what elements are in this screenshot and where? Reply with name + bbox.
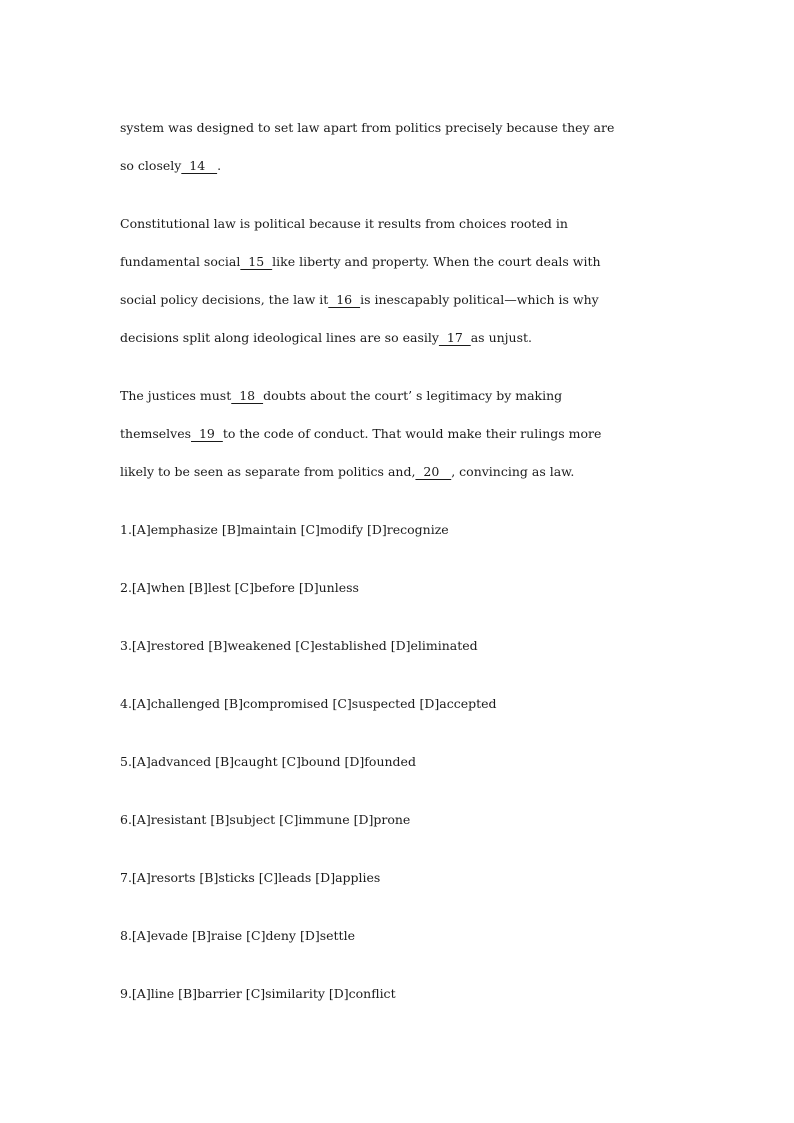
option-line-1: 1.[A]emphasize [B]maintain [C]modify [D]recognize bbox=[120, 522, 449, 537]
option-line-7: 7.[A]resorts [B]sticks [C]leads [D]applies bbox=[120, 870, 381, 885]
passage-line bbox=[120, 329, 532, 347]
passage-text: like liberty and property. When the court deals with bbox=[272, 254, 601, 269]
option-line-2: 2.[A]when [B]lest [C]before [D]unless bbox=[120, 580, 359, 595]
passage-line bbox=[120, 119, 614, 137]
passage-text: The justices must bbox=[120, 388, 232, 403]
passage-line bbox=[120, 291, 599, 309]
blank-18: 18 bbox=[231, 388, 264, 403]
passage-text: likely to be seen as separate from politics and, bbox=[120, 464, 416, 479]
option-line-5: 5.[A]advanced [B]caught [C]bound [D]founded bbox=[120, 754, 416, 769]
passage-text: , convincing as law. bbox=[451, 464, 575, 479]
blank-20: 20 bbox=[415, 464, 452, 479]
passage-line bbox=[120, 463, 574, 481]
option-line-3: 3.[A]restored [B]weakened [C]established [D]eliminated bbox=[120, 638, 478, 653]
option-line-6: 6.[A]resistant [B]subject [C]immune [D]prone bbox=[120, 812, 411, 827]
passage-line bbox=[120, 157, 221, 175]
blank-15: 15 bbox=[240, 254, 273, 269]
passage-text: to the code of conduct. That would make their rulings more bbox=[222, 426, 602, 441]
blank-14: 14 bbox=[181, 158, 218, 173]
blank-19: 19 bbox=[191, 426, 223, 441]
passage-text: so closely bbox=[120, 158, 182, 173]
passage-text: system was designed to set law apart from politics precisely because they are bbox=[120, 120, 615, 135]
passage-text: fundamental social bbox=[120, 254, 241, 269]
passage-text: doubts about the court’ s legitimacy by making bbox=[263, 388, 563, 403]
passage-text: as unjust. bbox=[470, 330, 533, 345]
option-line-4: 4.[A]challenged [B]compromised [C]suspected [D]accepted bbox=[120, 696, 497, 711]
passage-text: themselves bbox=[120, 426, 192, 441]
passage-text: is inescapably political—which is why bbox=[360, 292, 599, 307]
option-line-8: 8.[A]evade [B]raise [C]deny [D]settle bbox=[120, 928, 355, 943]
passage-line bbox=[120, 253, 601, 271]
blank-17: 17 bbox=[438, 330, 471, 345]
passage-line bbox=[120, 215, 568, 233]
passage-text: social policy decisions, the law it bbox=[120, 292, 329, 307]
blank-16: 16 bbox=[328, 292, 361, 307]
option-line-9: 9.[A]line [B]barrier [C]similarity [D]conflict bbox=[120, 986, 396, 1001]
passage-text: decisions split along ideological lines are so easily bbox=[120, 330, 439, 345]
passage-text: . bbox=[217, 158, 222, 173]
passage-line bbox=[120, 387, 562, 405]
passage-line bbox=[120, 425, 601, 443]
passage-text: Constitutional law is political because it results from choices rooted in bbox=[120, 216, 568, 231]
